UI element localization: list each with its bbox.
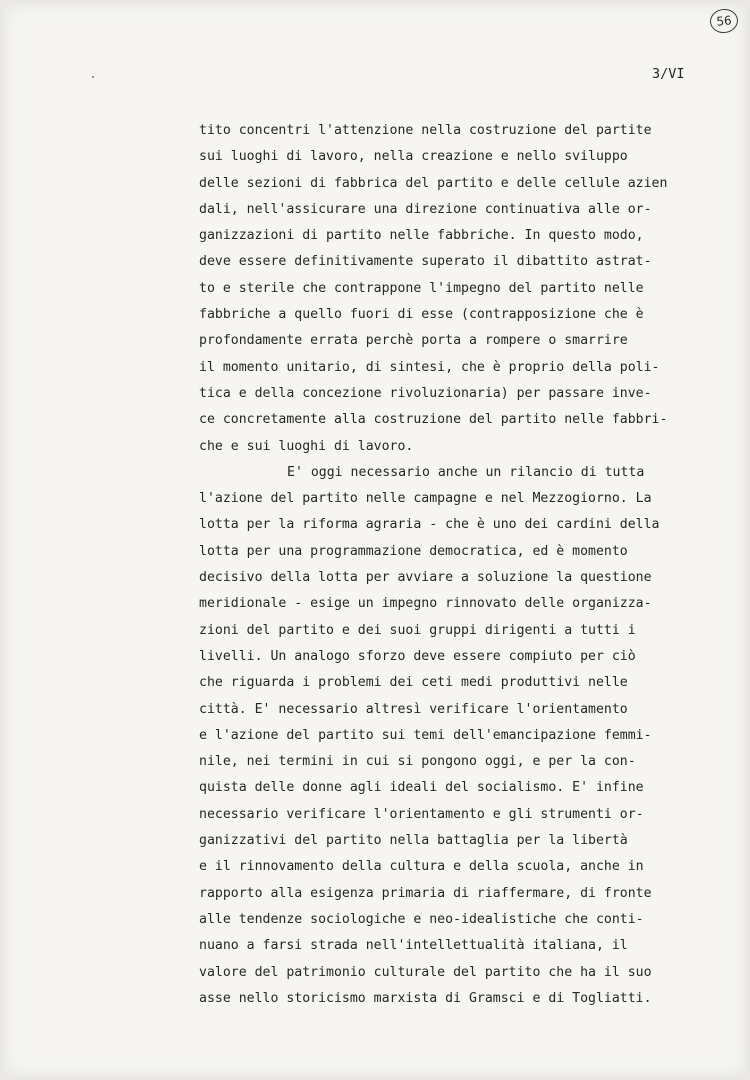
text-line: quista delle donne agli ideali del socialismo. E' infine <box>199 780 644 796</box>
text-line: ganizzazioni di partito nelle fabbriche. In questo modo, <box>199 228 644 244</box>
text-line: deve essere definitivamente superato il dibattito astrat- <box>199 254 652 270</box>
text-line: zioni del partito e dei suoi gruppi dirigenti a tutti i <box>199 622 636 638</box>
text-line: nuano a farsi strada nell'intellettualità italiana, il <box>199 938 628 954</box>
text-line: il momento unitario, di sintesi, che è proprio della poli- <box>199 359 660 375</box>
text-line: l'azione del partito nelle campagne e nel Mezzogiorno. La <box>199 491 652 507</box>
text-line: nile, nei termini in cui si pongono oggi, e per la con- <box>199 754 636 770</box>
text-line: asse nello storicismo marxista di Gramsci e di Togliatti. <box>199 990 652 1006</box>
text-line: sui luoghi di lavoro, nella creazione e nello sviluppo <box>199 149 628 165</box>
paragraph-start-line: E' oggi necessario anche un rilancio di tutta <box>287 464 645 480</box>
text-line: profondamente errata perchè porta a rompere o smarrire <box>199 333 628 349</box>
text-line: lotta per la riforma agraria - che è uno dei cardini della <box>199 517 660 533</box>
text-line: delle sezioni di fabbrica del partito e delle cellule azien <box>199 175 668 191</box>
text-line: alle tendenze sociologiche e neo-idealistiche che conti- <box>199 911 644 927</box>
text-line: meridionale - esige un impegno rinnovato delle organizza- <box>199 596 652 612</box>
text-line: decisivo della lotta per avviare a soluzione la questione <box>199 570 652 586</box>
text-line: to e sterile che contrappone l'impegno del partito nelle <box>199 280 644 296</box>
text-line: rapporto alla esigenza primaria di riaffermare, di fronte <box>199 885 652 901</box>
text-line: dali, nell'assicurare una direzione continuativa alle or- <box>199 201 652 217</box>
text-line: tito concentri l'attenzione nella costruzione del partite <box>199 123 652 138</box>
typed-text-body <box>199 118 719 1012</box>
text-line: lotta per una programmazione democratica, ed è momento <box>199 543 628 559</box>
page-number: 3/VI <box>652 66 685 82</box>
archive-stamp: 56 <box>709 8 739 35</box>
text-line: fabbriche a quello fuori di esse (contrapposizione che è <box>199 307 644 323</box>
paper-speck <box>92 76 94 78</box>
text-line: livelli. Un analogo sforzo deve essere compiuto per ciò <box>199 648 636 664</box>
text-line: ce concretamente alla costruzione del partito nelle fabbri- <box>199 412 668 428</box>
text-line: necessario verificare l'orientamento e gli strumenti or- <box>199 806 644 822</box>
text-line: ganizzativi del partito nella battaglia per la libertà <box>199 833 628 849</box>
text-line: tica e della concezione rivoluzionaria) per passare inve- <box>199 385 652 401</box>
text-line: città. E' necessario altresì verificare l'orientamento <box>199 701 628 717</box>
text-line: e l'azione del partito sui temi dell'emancipazione femmi- <box>199 727 652 743</box>
text-line: valore del patrimonio culturale del partito che ha il suo <box>199 964 652 980</box>
text-line: e il rinnovamento della cultura e della scuola, anche in <box>199 859 644 875</box>
document-page <box>4 4 746 1076</box>
text-line: che e sui luoghi di lavoro. <box>199 438 414 454</box>
text-line: che riguarda i problemi dei ceti medi produttivi nelle <box>199 675 628 691</box>
